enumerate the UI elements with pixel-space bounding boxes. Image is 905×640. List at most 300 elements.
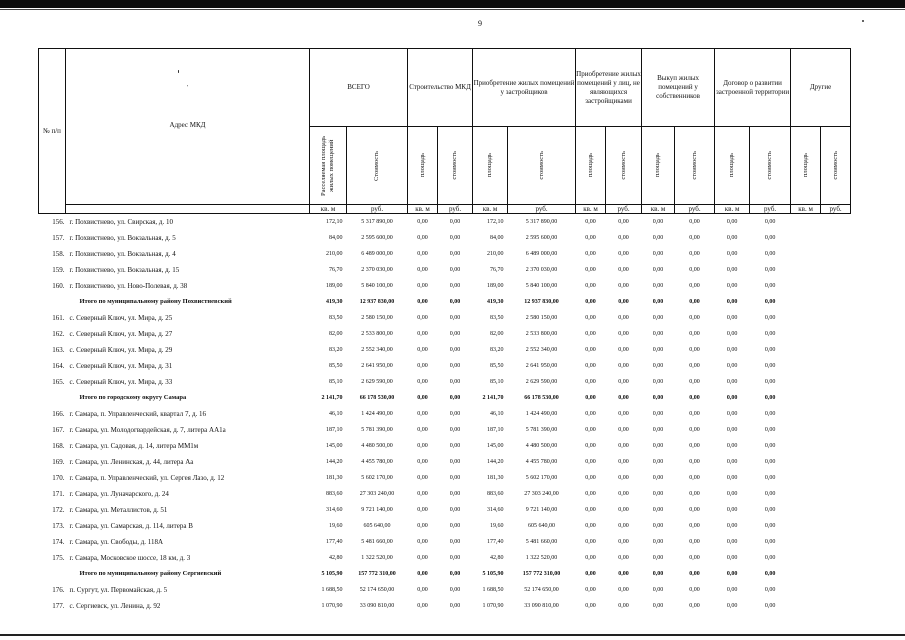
header-sub-cell: [408, 127, 438, 205]
row-value-cell: 83,20: [329, 346, 343, 353]
table-subtotal-row: [39, 294, 851, 310]
row-value-cell: 0,00: [449, 218, 461, 225]
row-value-cell: 4 480 500,00: [525, 442, 558, 449]
table-row: [39, 454, 851, 470]
row-value-cell: 187,10: [487, 426, 504, 433]
row-value-cell: 0,00: [764, 298, 776, 305]
row-value-cell: 2 641 950,00: [361, 362, 393, 369]
row-value-cell: [791, 214, 821, 230]
row-value-cell: 0,00: [417, 554, 428, 561]
row-value-cell: [821, 438, 851, 454]
row-value-cell: 27 303 240,00: [524, 490, 559, 497]
row-value-cell: 76,70: [490, 266, 504, 273]
row-value-cell: 0,00: [764, 234, 776, 241]
row-value-cell: 0,00: [618, 602, 629, 609]
row-value-cell: 5 602 170,00: [361, 474, 393, 481]
row-value-cell: 0,00: [449, 266, 461, 273]
row-value-cell: [791, 390, 821, 406]
row-value-cell: 0,00: [449, 442, 461, 449]
row-value-cell: 0,00: [417, 506, 428, 513]
header-sub-cell: [473, 127, 508, 205]
row-value-cell: [821, 262, 851, 278]
row-value-cell: 0,00: [585, 426, 596, 433]
row-address: г. Самара, ул. Садовая, д. 14, литера ММ1м: [69, 441, 199, 450]
row-value-cell: 5 840 100,00: [525, 282, 558, 289]
row-value-cell: 0,00: [417, 474, 428, 481]
row-value-cell: 0,00: [417, 234, 428, 241]
row-value-cell: 0,00: [618, 586, 629, 593]
row-address: г. Самара, ул. Металлистов, д. 51: [69, 505, 168, 514]
row-value-cell: 0,00: [417, 346, 428, 353]
row-value-cell: 66 178 530,00: [524, 394, 559, 401]
row-value-cell: 0,00: [689, 522, 700, 529]
table-subtotal-row: [39, 566, 851, 582]
row-value-cell: 0,00: [585, 602, 596, 609]
row-value-cell: 0,00: [618, 554, 629, 561]
subtotal-label: Итого по городскому округу Самара: [79, 394, 187, 401]
row-value-cell: 0,00: [585, 586, 596, 593]
header-sub-label: площадь: [586, 153, 594, 178]
row-value-cell: 314,60: [487, 506, 504, 513]
row-value-cell: 9 721 140,00: [361, 506, 393, 513]
row-address: г. Самара, Московское шоссе, 18 км, д. 3: [69, 553, 191, 562]
row-value-cell: [791, 294, 821, 310]
header-sub-cell: [821, 127, 851, 205]
row-value-cell: 145,00: [487, 442, 504, 449]
row-value-cell: 0,00: [417, 250, 428, 257]
row-address: с. Северный Ключ, ул. Мира, д. 27: [69, 329, 173, 338]
row-value-cell: 0,00: [417, 394, 428, 401]
row-value-cell: 1 070,90: [482, 602, 504, 609]
row-value-cell: 0,00: [689, 394, 700, 401]
row-address: г. Самара, ул. Ленинская, д. 44, литера Аа: [69, 457, 194, 466]
header-sub-cell: [791, 127, 821, 205]
row-value-cell: [821, 310, 851, 326]
table-body: [39, 214, 851, 614]
row-value-cell: 2 580 150,00: [361, 314, 393, 321]
row-value-cell: 157 772 310,00: [522, 570, 561, 577]
row-value-cell: [821, 390, 851, 406]
row-value-cell: 5 840 100,00: [361, 282, 393, 289]
row-value-cell: 0,00: [449, 586, 461, 593]
table-row: [39, 486, 851, 502]
row-value-cell: 1 688,50: [482, 586, 504, 593]
row-value-cell: 0,00: [449, 458, 461, 465]
subtotal-label: Итого по муниципальному району Сергиевский: [79, 570, 222, 577]
row-value-cell: [821, 566, 851, 582]
row-value-cell: 0,00: [585, 506, 596, 513]
row-value-cell: 0,00: [618, 474, 629, 481]
header-group-territory-contract: Договор о развитии застроенной территории: [715, 49, 791, 127]
row-number: 166.: [52, 409, 65, 418]
row-value-cell: 0,00: [449, 554, 461, 561]
row-number: 176.: [52, 585, 65, 594]
row-value-cell: [791, 550, 821, 566]
row-value-cell: [821, 342, 851, 358]
row-value-cell: 0,00: [652, 218, 664, 225]
row-value-cell: [821, 214, 851, 230]
row-value-cell: 0,00: [585, 362, 596, 369]
row-value-cell: 0,00: [764, 330, 776, 337]
row-address: с. Северный Ключ, ул. Мира, д. 31: [69, 361, 173, 370]
row-value-cell: [791, 374, 821, 390]
row-value-cell: 0,00: [585, 282, 596, 289]
row-value-cell: 0,00: [417, 458, 428, 465]
row-value-cell: 66 178 530,00: [359, 394, 395, 401]
row-value-cell: 0,00: [585, 330, 596, 337]
row-value-cell: 0,00: [652, 522, 664, 529]
row-value-cell: 0,00: [618, 298, 629, 305]
row-value-cell: 5 317 890,00: [361, 218, 393, 225]
header-address-mark: ': [186, 84, 189, 91]
row-value-cell: 12 937 830,00: [359, 298, 395, 305]
row-value-cell: 0,00: [449, 522, 461, 529]
header-unit: руб.: [438, 205, 473, 214]
row-value-cell: 85,10: [329, 378, 343, 385]
row-value-cell: 0,00: [618, 538, 629, 545]
row-value-cell: 0,00: [585, 266, 596, 273]
row-number: 161.: [52, 313, 65, 322]
row-value-cell: 33 090 810,00: [359, 602, 395, 609]
row-value-cell: [821, 486, 851, 502]
header-group-developer-purchase: Приобретение жилых помещений у застройщиков: [473, 49, 576, 127]
table-row: [39, 438, 851, 454]
row-value-cell: 0,00: [585, 570, 596, 577]
header-sub-label: Стоимость: [373, 150, 380, 181]
row-value-cell: [791, 422, 821, 438]
row-value-cell: 0,00: [726, 234, 738, 241]
row-value-cell: 0,00: [689, 586, 700, 593]
row-value-cell: 0,00: [417, 314, 428, 321]
row-value-cell: 46,10: [490, 410, 504, 417]
row-value-cell: 0,00: [726, 442, 738, 449]
row-value-cell: [791, 582, 821, 598]
row-value-cell: 0,00: [618, 506, 629, 513]
row-value-cell: 0,00: [689, 282, 700, 289]
row-value-cell: 0,00: [449, 282, 461, 289]
row-value-cell: 0,00: [652, 330, 664, 337]
row-value-cell: 0,00: [417, 538, 428, 545]
header-group-construction: Строительство МКД: [408, 49, 473, 127]
row-value-cell: 4 455 780,00: [525, 458, 558, 465]
row-value-cell: 4 455 780,00: [361, 458, 393, 465]
row-value-cell: 0,00: [585, 250, 596, 257]
row-value-cell: 0,00: [652, 266, 664, 273]
row-value-cell: 0,00: [726, 250, 738, 257]
row-value-cell: 2 552 340,00: [525, 346, 558, 353]
header-sub-label: Расселяемая площадь жилых помещений: [320, 135, 335, 196]
header-unit: кв. м: [715, 205, 750, 214]
header-address: [66, 49, 310, 205]
page-number: 9: [478, 19, 482, 28]
scan-top-border-line: [0, 9, 905, 10]
row-value-cell: 46,10: [329, 410, 343, 417]
row-value-cell: 210,00: [487, 250, 504, 257]
row-value-cell: 210,00: [326, 250, 343, 257]
row-value-cell: 0,00: [585, 538, 596, 545]
row-value-cell: 0,00: [726, 554, 738, 561]
row-value-cell: 0,00: [652, 538, 664, 545]
row-value-cell: 0,00: [417, 602, 428, 609]
row-value-cell: 0,00: [764, 378, 776, 385]
row-value-cell: [791, 310, 821, 326]
row-number: [39, 390, 66, 406]
row-value-cell: 0,00: [726, 490, 738, 497]
row-value-cell: 5 602 170,00: [525, 474, 558, 481]
row-value-cell: 2 533 800,00: [361, 330, 393, 337]
row-value-cell: [821, 582, 851, 598]
row-value-cell: 84,00: [490, 234, 504, 241]
row-value-cell: 0,00: [585, 490, 596, 497]
row-value-cell: [791, 246, 821, 262]
row-address: п. Сургут, ул. Первомайская, д. 5: [69, 585, 168, 594]
scan-top-border: [0, 0, 905, 8]
row-number: 169.: [52, 457, 65, 466]
row-value-cell: 0,00: [689, 506, 700, 513]
table-row: [39, 422, 851, 438]
row-value-cell: [821, 406, 851, 422]
subtotal-label: Итого по муниципальному району Похвистневский: [79, 298, 232, 305]
row-value-cell: 0,00: [726, 570, 738, 577]
row-value-cell: 0,00: [585, 458, 596, 465]
table-row: [39, 358, 851, 374]
row-value-cell: 76,70: [329, 266, 343, 273]
header-unit: кв. м: [642, 205, 675, 214]
row-value-cell: 0,00: [417, 282, 428, 289]
row-value-cell: 0,00: [689, 298, 700, 305]
row-value-cell: 0,00: [585, 394, 596, 401]
header-unit: руб.: [750, 205, 791, 214]
row-number: 162.: [52, 329, 65, 338]
row-value-cell: 0,00: [726, 410, 738, 417]
row-value-cell: 0,00: [585, 346, 596, 353]
row-value-cell: 0,00: [449, 346, 461, 353]
row-value-cell: 0,00: [449, 330, 461, 337]
table-row: [39, 246, 851, 262]
row-value-cell: 0,00: [726, 426, 738, 433]
row-value-cell: 0,00: [764, 474, 776, 481]
row-value-cell: 2 141,70: [482, 394, 504, 401]
row-value-cell: [821, 598, 851, 614]
row-address: г. Похвистнево, ул. Ново-Полевая, д. 38: [69, 281, 188, 290]
header-sub-label: площадь: [728, 153, 736, 178]
row-value-cell: 0,00: [652, 298, 664, 305]
row-value-cell: 0,00: [417, 522, 428, 529]
row-value-cell: 83,50: [490, 314, 504, 321]
header-sub-label: стоимость: [766, 151, 774, 180]
row-value-cell: 2 580 150,00: [525, 314, 558, 321]
row-value-cell: 2 370 030,00: [525, 266, 558, 273]
header-unit: руб.: [821, 205, 851, 214]
row-value-cell: 42,80: [329, 554, 343, 561]
row-value-cell: [821, 550, 851, 566]
header-unit: руб.: [675, 205, 715, 214]
row-value-cell: [821, 518, 851, 534]
row-address: г. Похвистнево, ул. Вокзальная, д. 15: [69, 265, 180, 274]
row-value-cell: 0,00: [585, 314, 596, 321]
row-value-cell: 9 721 140,00: [525, 506, 558, 513]
header-sub-label: площадь: [418, 153, 426, 178]
row-address: г. Похвистнево, ул. Свирская, д. 10: [69, 217, 173, 226]
row-value-cell: [791, 534, 821, 550]
row-value-cell: [791, 502, 821, 518]
row-value-cell: 0,00: [417, 298, 428, 305]
row-number: 157.: [52, 233, 65, 242]
header-sub-cell: [438, 127, 473, 205]
row-value-cell: 0,00: [652, 490, 664, 497]
table-row: [39, 598, 851, 614]
row-value-cell: 0,00: [689, 458, 700, 465]
row-value-cell: 0,00: [726, 282, 738, 289]
row-value-cell: [791, 406, 821, 422]
row-value-cell: 0,00: [417, 218, 428, 225]
row-value-cell: 0,00: [689, 538, 700, 545]
header-sub-label: стоимость: [619, 151, 627, 180]
row-address: г. Самара, ул. Самарская, д. 114, литера В: [69, 521, 193, 530]
row-value-cell: 0,00: [764, 346, 776, 353]
row-value-cell: 0,00: [585, 474, 596, 481]
scan-bottom-border: [0, 634, 905, 636]
row-value-cell: 19,60: [329, 522, 343, 529]
row-value-cell: 5 781 390,00: [361, 426, 393, 433]
row-value-cell: 0,00: [449, 474, 461, 481]
header-unit: кв. м: [408, 205, 438, 214]
row-value-cell: 1 688,50: [321, 586, 343, 593]
row-value-cell: 0,00: [726, 218, 738, 225]
row-value-cell: 5 481 660,00: [361, 538, 393, 545]
row-value-cell: 0,00: [689, 602, 700, 609]
row-value-cell: 0,00: [652, 570, 664, 577]
row-value-cell: 187,10: [326, 426, 343, 433]
row-value-cell: 144,20: [487, 458, 504, 465]
row-value-cell: 0,00: [726, 458, 738, 465]
row-value-cell: 0,00: [652, 474, 664, 481]
row-address: г. Самара, п. Управленческий, ул. Сергея Лазо, д. 12: [69, 473, 225, 482]
row-value-cell: 157 772 310,00: [358, 570, 396, 577]
row-value-cell: 0,00: [618, 378, 629, 385]
row-value-cell: 181,30: [487, 474, 504, 481]
row-value-cell: 0,00: [764, 522, 776, 529]
header-sub-cell: [347, 127, 408, 205]
header-address-unit-blank: [66, 205, 310, 214]
row-value-cell: 0,00: [618, 362, 629, 369]
row-value-cell: 0,00: [689, 346, 700, 353]
table-row: [39, 230, 851, 246]
table-row: [39, 502, 851, 518]
row-value-cell: 0,00: [449, 490, 461, 497]
table-row: [39, 326, 851, 342]
header-sub-label: стоимость: [537, 151, 545, 180]
row-value-cell: [791, 518, 821, 534]
row-value-cell: 0,00: [618, 346, 629, 353]
row-value-cell: [821, 246, 851, 262]
header-unit: кв. м: [791, 205, 821, 214]
row-address: г. Похвистнево, ул. Вокзальная, д. 5: [69, 233, 176, 242]
header-sub-cell: [642, 127, 675, 205]
row-value-cell: 0,00: [618, 458, 629, 465]
row-value-cell: 0,00: [726, 298, 738, 305]
header-sub-label: площадь: [486, 153, 494, 178]
table-row: [39, 470, 851, 486]
row-number: 160.: [52, 281, 65, 290]
row-value-cell: [791, 486, 821, 502]
row-value-cell: 0,00: [585, 410, 596, 417]
row-value-cell: 0,00: [618, 426, 629, 433]
row-value-cell: 0,00: [689, 266, 700, 273]
row-number: 165.: [52, 377, 65, 386]
row-value-cell: 0,00: [689, 218, 700, 225]
row-value-cell: 0,00: [417, 330, 428, 337]
row-value-cell: [821, 470, 851, 486]
row-value-cell: 0,00: [652, 378, 664, 385]
row-value-cell: 0,00: [689, 570, 700, 577]
header-group-other: Другие: [791, 49, 851, 127]
row-address: г. Самара, ул. Луначарского, д. 24: [69, 489, 169, 498]
table-row: [39, 582, 851, 598]
row-value-cell: 0,00: [449, 394, 461, 401]
table-row: [39, 550, 851, 566]
row-value-cell: 5 105,90: [482, 570, 504, 577]
row-value-cell: 0,00: [618, 442, 629, 449]
header-address-label: Адрес МКД: [169, 120, 206, 129]
row-number: 163.: [52, 345, 65, 354]
row-value-cell: 0,00: [764, 554, 776, 561]
table-row: [39, 534, 851, 550]
row-value-cell: 0,00: [417, 570, 428, 577]
row-value-cell: 0,00: [652, 250, 664, 257]
row-value-cell: [791, 358, 821, 374]
row-value-cell: 4 480 500,00: [361, 442, 393, 449]
table-row: [39, 406, 851, 422]
row-value-cell: 52 174 650,00: [524, 586, 559, 593]
row-value-cell: 0,00: [417, 266, 428, 273]
row-value-cell: 177,40: [487, 538, 504, 545]
header-group-nondeveloper-purchase: Приобретение жилых помещений у лиц, не являющихся застройщиками: [576, 49, 642, 127]
row-value-cell: 82,00: [329, 330, 343, 337]
row-address: с. Северный Ключ, ул. Мира, д. 33: [69, 377, 173, 386]
row-value-cell: 0,00: [618, 570, 629, 577]
row-value-cell: 145,00: [326, 442, 343, 449]
row-value-cell: 52 174 650,00: [359, 586, 395, 593]
row-value-cell: 0,00: [689, 442, 700, 449]
row-value-cell: 181,30: [326, 474, 343, 481]
row-value-cell: [791, 598, 821, 614]
row-value-cell: [821, 422, 851, 438]
row-value-cell: 0,00: [449, 362, 461, 369]
header-sub-cell: [310, 127, 347, 205]
row-value-cell: 6 489 000,00: [361, 250, 393, 257]
row-value-cell: 0,00: [618, 410, 629, 417]
resettlement-table: [38, 48, 851, 614]
row-value-cell: 0,00: [764, 314, 776, 321]
row-value-cell: [791, 262, 821, 278]
header-sub-label: стоимость: [451, 151, 459, 180]
row-value-cell: 0,00: [652, 410, 664, 417]
row-value-cell: 0,00: [764, 538, 776, 545]
row-value-cell: 0,00: [449, 426, 461, 433]
row-value-cell: 2 552 340,00: [361, 346, 393, 353]
row-value-cell: 419,30: [326, 298, 343, 305]
row-value-cell: 0,00: [652, 426, 664, 433]
row-number: 172.: [52, 505, 65, 514]
row-value-cell: 0,00: [585, 234, 596, 241]
row-value-cell: 0,00: [764, 602, 776, 609]
row-value-cell: 33 090 810,00: [524, 602, 559, 609]
table-subtotal-row: [39, 390, 851, 406]
header-unit: кв. м: [576, 205, 606, 214]
row-value-cell: 0,00: [417, 586, 428, 593]
row-value-cell: 5 317 890,00: [525, 218, 558, 225]
